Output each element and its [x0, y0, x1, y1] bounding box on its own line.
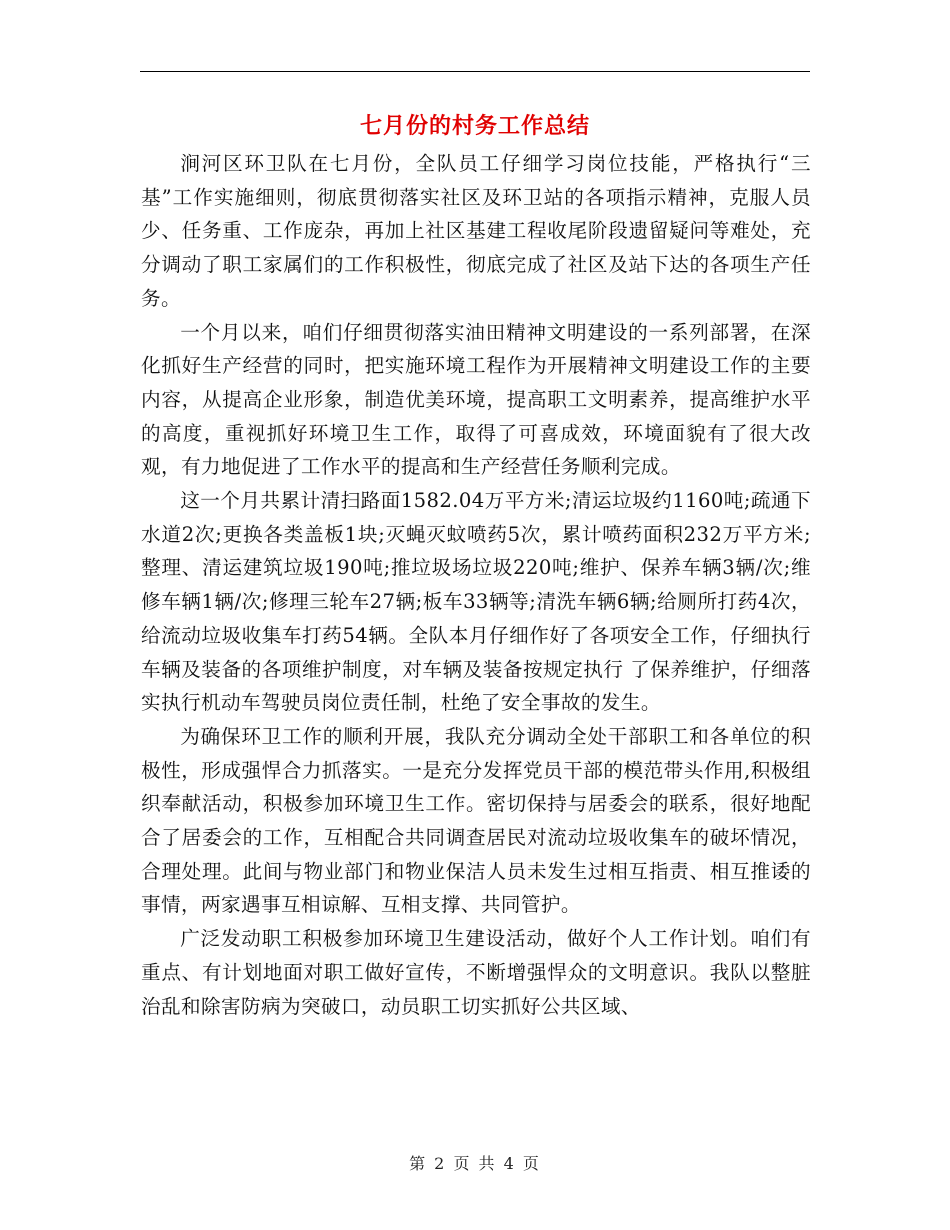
paragraph-3: 这一个月共累计清扫路面1582.04万平方米;清运垃圾约1160吨;疏通下水道2次;更换各类盖板1块;灭蝇灭蚊喷药5次，累计喷药面积232万平方米;整理、清运建筑垃圾190吨;推垃圾场垃圾220吨;维护、保养车辆3辆/次;维修车辆1辆/次;修理三轮车27辆;板车33辆等;清洗车辆6辆;给厕所打药4次，给流动垃圾收集车打药54辆。全队本月仔细作好了各项安全工作，仔细执行车辆及装备的各项维护制度，对车辆及装备按规定执行 了保养维护，仔细落实执行机动车驾驶员岗位责任制，杜绝了安全事故的发生。 — [141, 489, 811, 715]
header-rule — [140, 71, 810, 72]
paragraph-5: 广泛发动职工积极参加环境卫生建设活动，做好个人工作计划。咱们有重点、有计划地面对职工做好宣传，不断增强悍众的文明意识。我队以整脏治乱和除害防病为突破口，动员职工切实抓好公共区域、 — [141, 927, 811, 1018]
paragraph-2: 一个月以来，咱们仔细贯彻落实油田精神文明建设的一系列部署，在深化抓好生产经营的同时，把实施环境工程作为开展精神文明建设工作的主要内容，从提高企业形象，制造优美环境，提高职工文明素养，提高维护水平的高度，重视抓好环境卫生工作，取得了可喜成效，环境面貌有了很大改观，有力地促进了工作水平的提高和生产经营任务顺利完成。 — [141, 320, 811, 479]
paragraph-1: 涧河区环卫队在七月份，全队员工仔细学习岗位技能，严格执行“三基”工作实施细则，彻底贯彻落实社区及环卫站的各项指示精神，克服人员少、任务重、工作庞杂，再加上社区基建工程收尾阶段遗留疑问等难处，充分调动了职工家属们的工作积极性，彻底完成了社区及站下达的各项生产任务。 — [141, 152, 811, 310]
page-number-footer: 第 2 页 共 4 页 — [409, 1154, 541, 1173]
document-body — [141, 147, 811, 1023]
paragraph-4: 为确保环卫工作的顺利开展，我队充分调动全处干部职工和各单位的积极性，形成强悍合力抓落实。一是充分发挥党员干部的模范带头作用,积极组织奉献活动，积极参加环境卫生工作。密切保持与居委会的联系，很好地配合了居委会的工作，互相配合共同调查居民对流动垃圾收集车的破坏情况，合理处理。此间与物业部门和物业保洁人员未发生过相互指责、相互推诿的事情，两家遇事互相谅解、互相支撑、共同管护。 — [141, 724, 811, 917]
document-title: 七月份的村务工作总结 — [359, 113, 590, 139]
